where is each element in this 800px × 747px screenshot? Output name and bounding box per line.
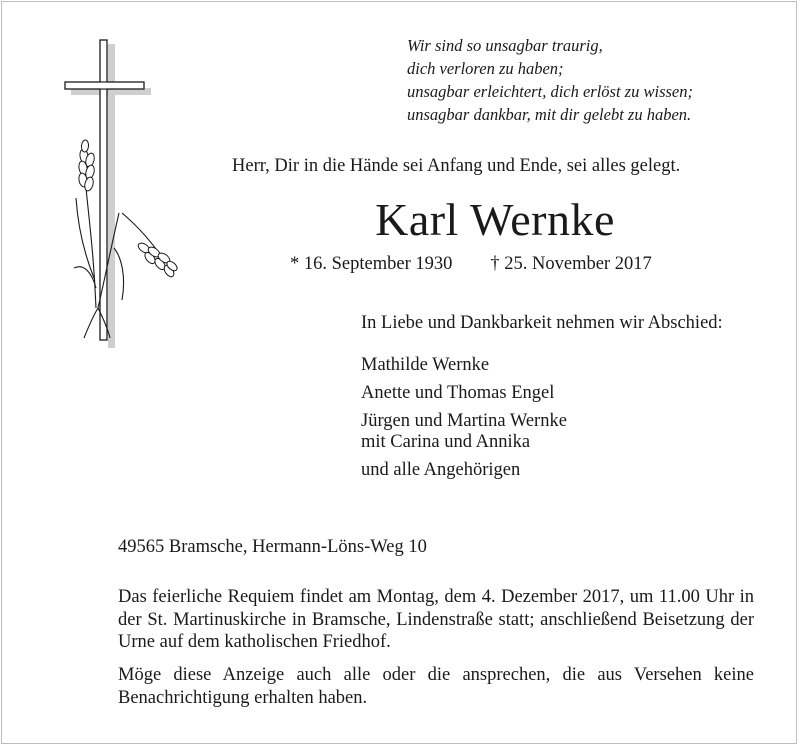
memorial-poem <box>407 34 693 126</box>
poem-line: Wir sind so unsagbar traurig, <box>407 36 603 55</box>
birth-date: * 16. September 1930 <box>290 254 453 274</box>
farewell-line: In Liebe und Dankbarkeit nehmen wir Abschied: <box>361 313 723 333</box>
mourner-entry: Anette und Thomas Engel <box>361 383 555 403</box>
mourner-entry: Mathilde Wernke <box>361 355 490 375</box>
mourner-entry: mit Carina und Annika <box>361 432 531 452</box>
motto-line: Herr, Dir in die Hände sei Anfang und Ende, sei alles gelegt. <box>232 156 681 176</box>
mourner-entry: und alle Angehörigen <box>361 460 521 480</box>
service-details: Das feierliche Requiem findet am Montag, dem 4. Dezember 2017, um 11.00 Uhr in der St. Martinuskirche in Bramsche, Lindenstraße statt; anschließend Beisetzung der Urne auf dem katholischen Friedhof. <box>118 587 754 652</box>
poem-line: dich verloren zu haben; <box>407 59 564 78</box>
notice-remark: Möge diese Anzeige auch alle oder die ansprechen, die aus Versehen keine Benachrichtigung erhalten haben. <box>118 665 754 708</box>
family-address: 49565 Bramsche, Hermann-Löns-Weg 10 <box>118 537 427 557</box>
poem-line: unsagbar dankbar, mit dir gelebt zu haben. <box>407 105 692 124</box>
death-date: † 25. November 2017 <box>490 254 652 274</box>
deceased-name: Karl Wernke <box>375 194 615 245</box>
life-dates <box>290 254 652 275</box>
poem-line: unsagbar erleichtert, dich erlöst zu wissen; <box>407 82 693 101</box>
mourners-list <box>361 353 567 482</box>
mourner-entry: Jürgen und Martina Wernke <box>361 411 567 431</box>
